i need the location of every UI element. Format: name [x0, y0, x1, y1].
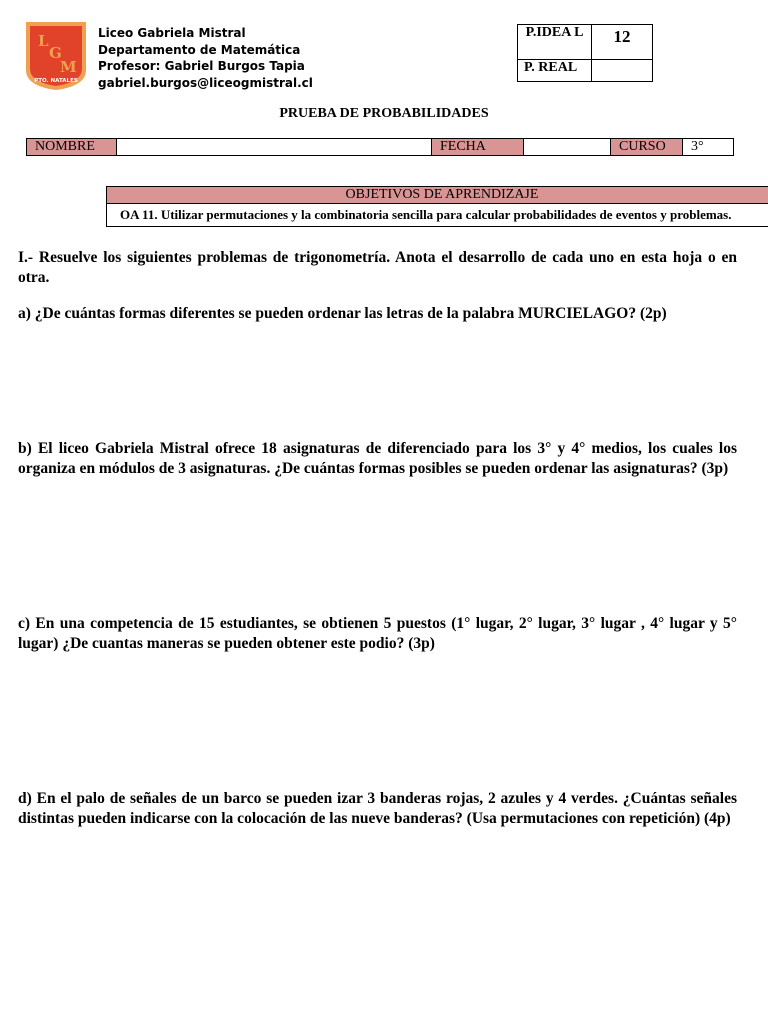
- question-b: b) El liceo Gabriela Mistral ofrece 18 asignaturas de diferenciado para los 3° y 4° medios, los cuales los organiza en módulos de 3 asignaturas. ¿De cuántas formas posibles se pueden ordenar las asignaturas? (3p): [18, 440, 737, 477]
- question-c: c) En una competencia de 15 estudiantes, se obtienen 5 puestos (1° lugar, 2° lugar, 3° lugar , 4° lugar y 5° lugar) ¿De cuantas maneras se pueden obtener este podio? (3p): [18, 615, 737, 652]
- objectives-text: OA 11. Utilizar permutaciones y la combinatoria sencilla para calcular probabilidades de eventos y problemas.: [120, 207, 732, 222]
- email: gabriel.burgos@liceogmistral.cl: [98, 75, 313, 90]
- school-name: Liceo Gabriela Mistral: [98, 26, 246, 40]
- question-d: d) En el palo de señales de un barco se pueden izar 3 banderas rojas, 2 azules y 4 verdes. ¿Cuántas señales distintas pueden indicarse con la colocación de las nueve banderas? (Usa permutaciones con repetición) (4p): [18, 790, 737, 827]
- course-label: CURSO: [611, 139, 683, 156]
- header-info: [98, 25, 313, 91]
- ideal-score-value: 12: [592, 25, 653, 60]
- department: Departamento de Matemática: [98, 42, 301, 57]
- real-score-label: P. REAL: [518, 60, 592, 82]
- date-field[interactable]: [524, 139, 611, 156]
- name-label: NOMBRE: [27, 139, 117, 156]
- course-field[interactable]: 3°: [683, 139, 734, 156]
- score-table: [517, 24, 653, 82]
- logo-caption: PTO. NATALES: [34, 78, 78, 84]
- real-score-value[interactable]: [592, 60, 653, 82]
- school-logo: [24, 20, 88, 92]
- logo-letter-g: G: [49, 44, 62, 62]
- objectives-heading: OBJETIVOS DE APRENDIZAJE: [107, 187, 768, 204]
- date-label: FECHA: [432, 139, 524, 156]
- logo-letter-l: L: [38, 32, 49, 50]
- ideal-score-label: P.IDEA L: [518, 25, 592, 60]
- objectives-box: [106, 186, 768, 227]
- test-title: PRUEBA DE PROBABILIDADES: [279, 106, 489, 121]
- question-a: a) ¿De cuántas formas diferentes se pueden ordenar las letras de la palabra MURCIELAGO? (2p): [18, 305, 667, 322]
- instructions: I.- Resuelve los siguientes problemas de trigonometría. Anota el desarrollo de cada uno en esta hoja o en otra.: [18, 249, 737, 286]
- student-info-row: [26, 138, 734, 156]
- teacher: Profesor: Gabriel Burgos Tapia: [98, 59, 305, 73]
- name-field[interactable]: [117, 139, 432, 156]
- logo-letter-m: M: [60, 58, 77, 76]
